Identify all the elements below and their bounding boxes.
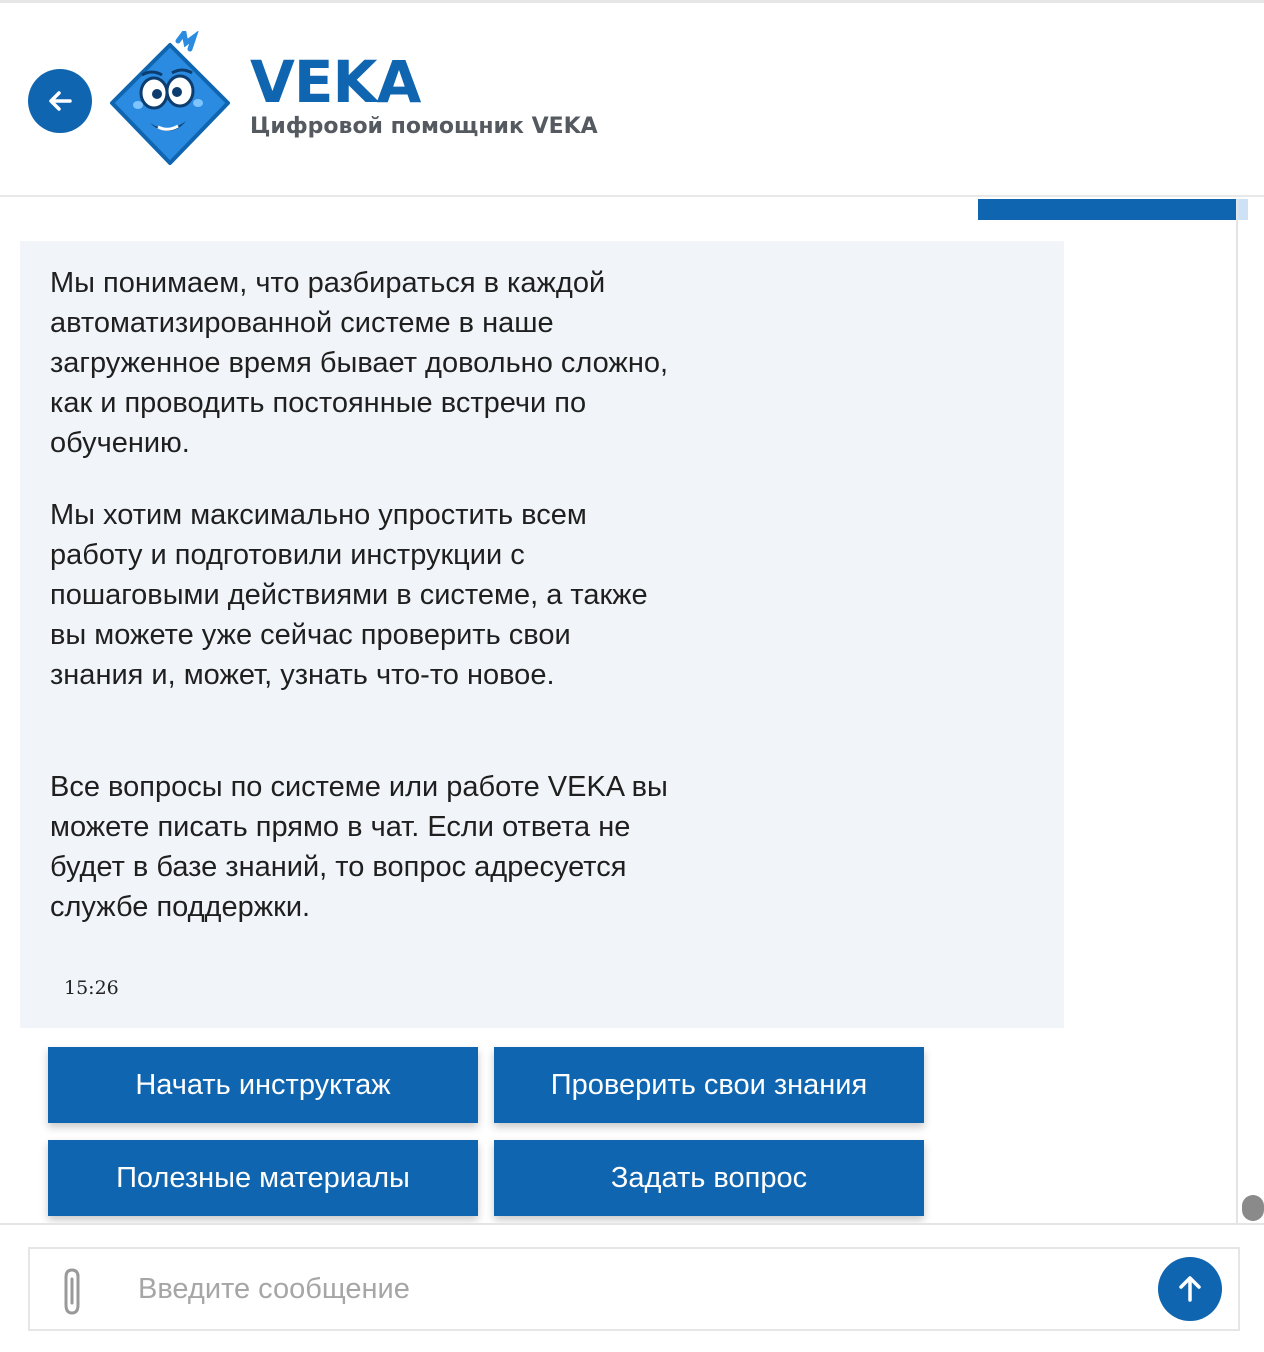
useful-materials-button[interactable]: Полезные материалы: [48, 1140, 478, 1216]
previous-message-edge: [978, 199, 1236, 220]
message-timestamp: 15:26: [64, 977, 119, 999]
message-paragraph: Все вопросы по системе или работе VEKA вы можете писать прямо в чат. Если ответа не будет в базе знаний, то вопрос адресуется службе поддержки.: [50, 771, 668, 923]
composer-box: [28, 1247, 1240, 1331]
message-paragraph: Мы хотим максимально упростить всем работу и подготовили инструкции с пошаговыми действиями в системе, а также вы можете уже сейчас проверить свои знания и, может, узнать что-то новое.: [50, 499, 648, 691]
message-composer: [0, 1223, 1264, 1352]
message-input[interactable]: [138, 1263, 1138, 1315]
arrow-up-icon: [1175, 1274, 1205, 1304]
previous-message-edge-light: [1238, 199, 1248, 220]
scrollbar-track[interactable]: [1236, 199, 1238, 1223]
check-knowledge-button[interactable]: Проверить свои знания: [494, 1047, 924, 1123]
back-button[interactable]: [28, 69, 92, 133]
header-subtitle: Цифровой помощник VEKA: [250, 114, 598, 139]
scrollbar-thumb[interactable]: [1242, 1195, 1264, 1221]
ask-question-button[interactable]: Задать вопрос: [494, 1140, 924, 1216]
mascot-logo: [108, 31, 232, 167]
message-paragraph: Мы понимаем, что разбираться в каждой автоматизированной системе в наше загруженное время бывает довольно сложно, как и проводить постоянные встречи по обучению.: [50, 267, 669, 459]
brand-title: VEKA: [250, 48, 421, 116]
send-button[interactable]: [1158, 1257, 1222, 1321]
chat-header: [0, 3, 1264, 197]
paperclip-icon[interactable]: [58, 1265, 88, 1317]
start-briefing-button[interactable]: Начать инструктаж: [48, 1047, 478, 1123]
chat-area[interactable]: [0, 199, 1264, 1223]
bot-message-bubble: [20, 241, 1064, 1028]
arrow-left-icon: [46, 87, 74, 115]
